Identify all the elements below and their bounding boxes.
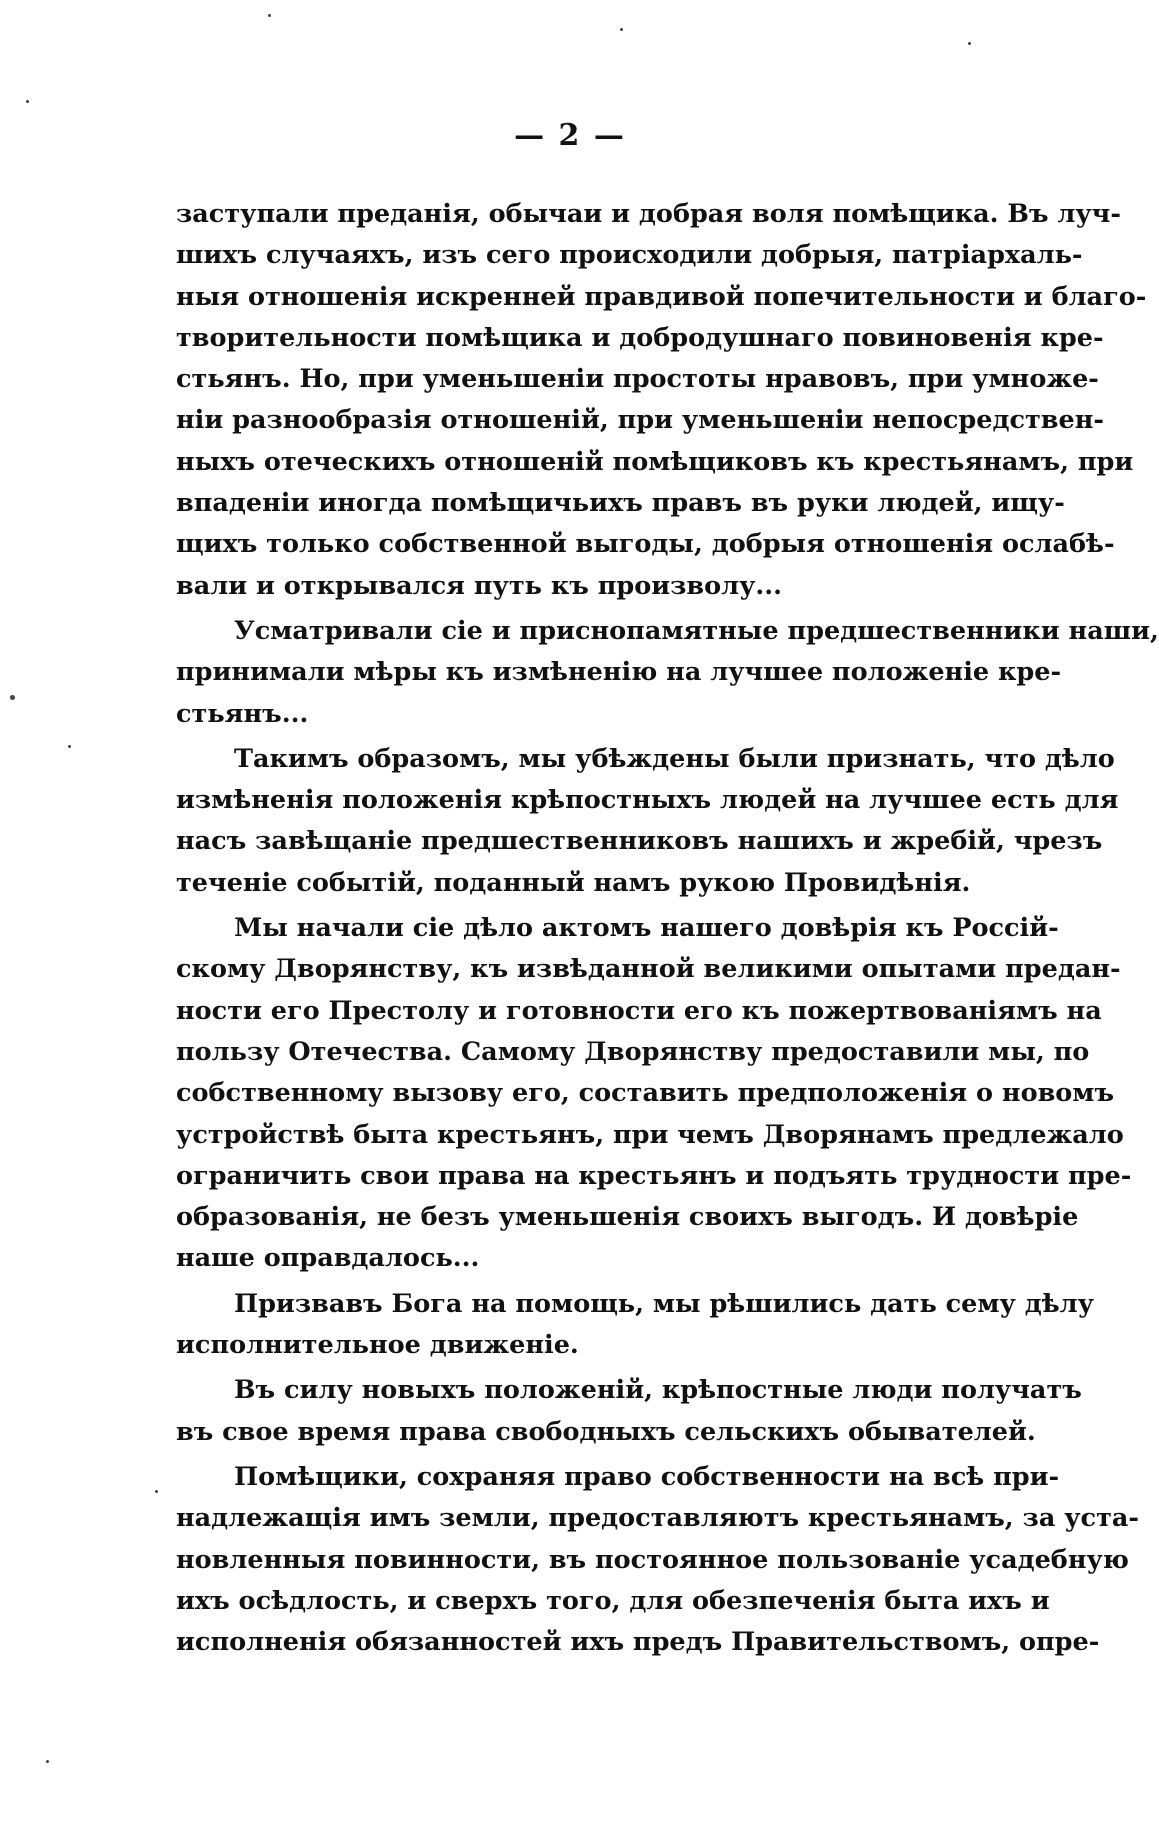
text-line: вали и открывался путь къ произволу... (176, 570, 783, 601)
text-line: теченіе событій, поданный намъ рукою Провидѣнія. (176, 867, 971, 898)
paragraph (176, 611, 1159, 735)
text-line: ныхъ отеческихъ отношеній помѣщиковъ къ крестьянамъ, при (176, 446, 1134, 477)
scan-speck (268, 14, 271, 17)
text-line: скому Дворянству, къ извѣданной великими опытами предан- (176, 954, 1121, 985)
text-line: стьянъ... (176, 698, 309, 729)
text-line: насъ завѣщаніе предшественниковъ нашихъ и жребій, чрезъ (176, 826, 1103, 857)
paragraph (176, 1457, 1139, 1663)
text-line: образованія, не безъ уменьшенія своихъ выгодъ. И довѣріе (176, 1202, 1079, 1233)
text-line: Усматривали сіе и приснопамятные предшественники наши, (234, 615, 1159, 646)
paragraph (176, 194, 1147, 607)
text-line: стьянъ. Но, при уменьшеніи простоты нравовъ, при умноже- (176, 364, 1099, 395)
text-line: Такимъ образомъ, мы убѣждены были признать, что дѣло (234, 743, 1115, 774)
text-line: ніи разнообразія отношеній, при уменьшеніи непосредствен- (176, 405, 1104, 436)
text-line: Мы начали сіе дѣло актомъ нашего довѣрія къ Россій- (234, 913, 1059, 944)
text-line: наше оправдалось... (176, 1243, 480, 1274)
text-line: впаденіи иногда помѣщичьихъ правъ въ руки людей, ищу- (176, 488, 1065, 519)
text-line: заступали преданія, обычаи и добрая воля помѣщика. Въ луч- (176, 199, 1121, 229)
text-line: исполнительное движеніе. (176, 1330, 579, 1361)
text-line: ихъ осѣдлость, и сверхъ того, для обезпеченія быта ихъ и (176, 1585, 1050, 1616)
scan-speck (10, 695, 15, 700)
text-line: Помѣщики, сохраняя право собственности на всѣ при- (234, 1461, 1060, 1492)
text-line: въ свое время права свободныхъ сельскихъ обывателей. (176, 1416, 1036, 1447)
paragraph (176, 1370, 1082, 1453)
text-line: Призвавъ Бога на помощь, мы рѣшились дать сему дѣлу (234, 1288, 1094, 1319)
text-line: новленныя повинности, въ постоянное пользованіе усадебную (176, 1544, 1129, 1575)
text-line: измѣненія положенія крѣпостныхъ людей на лучшее есть для (176, 785, 1119, 816)
text-line: исполненія обязанностей ихъ предъ Правительствомъ, опре- (176, 1627, 1100, 1658)
scan-speck (968, 42, 971, 45)
scan-speck (26, 100, 29, 103)
text-line: ныя отношенія искренней правдивой попечительности и благо- (176, 281, 1147, 312)
text-line: надлежащія имъ земли, предоставляютъ крестьянамъ, за уста- (176, 1503, 1139, 1534)
text-line: устройствѣ быта крестьянъ, при чемъ Дворянамъ предлежало (176, 1119, 1124, 1150)
text-line: шихъ случаяхъ, изъ сего происходили добрыя, патріархаль- (176, 240, 1083, 271)
paragraph (176, 739, 1119, 904)
text-line: ограничить свои права на крестьянъ и подъять трудности пре- (176, 1160, 1132, 1191)
text-line: творительности помѣщика и добродушнаго повиновенія кре- (176, 322, 1104, 353)
text-line: щихъ только собственной выгоды, добрыя отношенія ослабѣ- (176, 529, 1115, 560)
text-line: Въ силу новыхъ положеній, крѣпостные люди получатъ (234, 1375, 1082, 1406)
paragraph (176, 908, 1132, 1280)
text-line: принимали мѣры къ измѣненію на лучшее положеніе кре- (176, 657, 1062, 688)
page-number: — 2 — (514, 118, 626, 153)
scan-speck (155, 1490, 158, 1493)
text-line: собственному вызову его, составить предположенія о новомъ (176, 1078, 1115, 1109)
text-line: ности его Престолу и готовности его къ пожертвованіямъ на (176, 995, 1102, 1026)
body-text (176, 194, 1159, 1667)
scan-speck (620, 28, 623, 31)
scan-speck (68, 745, 71, 748)
scan-speck (46, 1760, 49, 1763)
paragraph (176, 1284, 1094, 1367)
text-line: пользу Отечества. Самому Дворянству предоставили мы, по (176, 1036, 1090, 1067)
